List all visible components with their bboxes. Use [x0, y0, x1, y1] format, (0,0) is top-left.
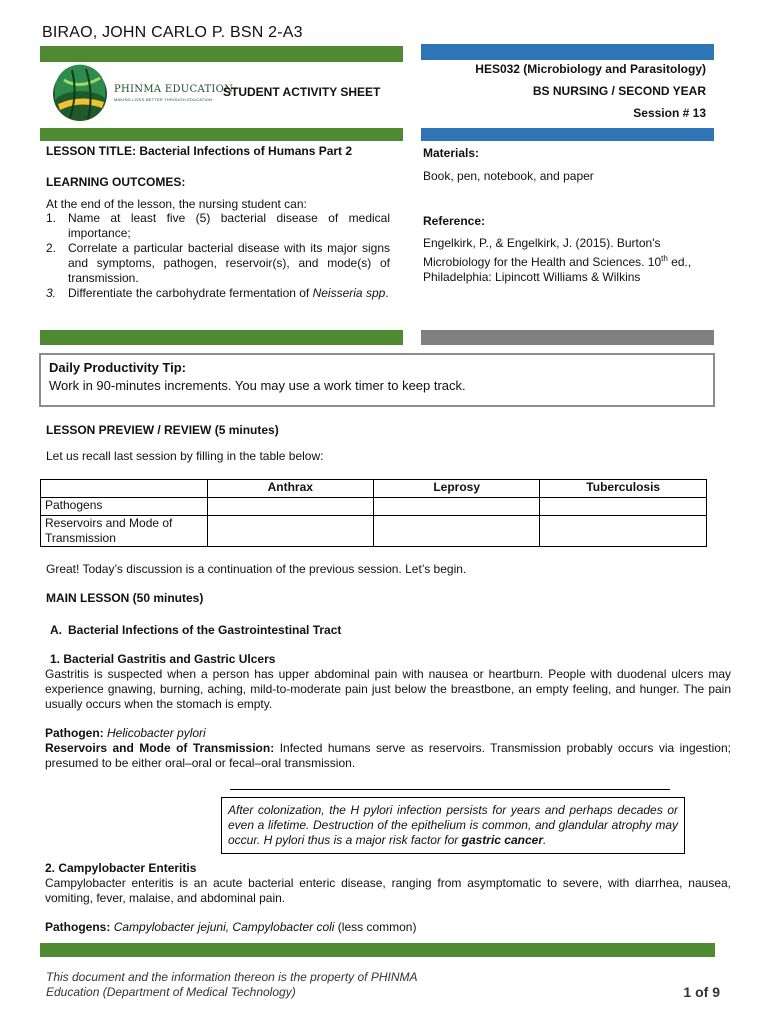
table-cell-input[interactable]	[207, 498, 373, 516]
section-heading: A. Bacterial Infections of the Gastrointestinal Tract	[50, 623, 342, 637]
tip-title: Daily Productivity Tip:	[49, 360, 187, 375]
recall-table	[40, 479, 707, 547]
table-header-cell: Leprosy	[373, 480, 539, 498]
header-bar-right-bottom	[421, 128, 714, 141]
section-bar-right	[421, 330, 714, 345]
campylobacter-pathogens: Pathogens: Campylobacter jejuni, Campylobacter coli (less common)	[45, 920, 417, 934]
header-bar-left-bottom	[40, 128, 403, 141]
session-number: Session # 13	[633, 106, 706, 120]
table-cell-input[interactable]	[373, 516, 539, 547]
globe-icon	[50, 64, 110, 124]
student-name: BIRAO, JOHN CARLO P. BSN 2-A3	[42, 24, 303, 41]
divider-line	[230, 789, 670, 790]
table-header-cell: Tuberculosis	[540, 480, 707, 498]
preview-heading: LESSON PREVIEW / REVIEW (5 minutes)	[46, 423, 279, 437]
logo-name: PHINMA EDUCATION	[114, 84, 234, 95]
hpylori-note-box: After colonization, the H pylori infection persists for years and perhaps decades or even a lifetime. Destruction of the epithelium is common, and glandular atrophy may occur. H pylori thus is a major risk factor for gastric cancer.	[221, 797, 685, 854]
gastritis-title: 1. Bacterial Gastritis and Gastric Ulcers	[50, 652, 276, 666]
materials-heading: Materials:	[423, 146, 480, 160]
header-bar-right-top	[421, 44, 714, 60]
footer-disclaimer: This document and the information thereon is the property of PHINMA Education (Department of Medical Technology)	[46, 970, 418, 999]
footer-bar	[40, 943, 715, 957]
reference-heading: Reference:	[423, 214, 486, 228]
logo-tagline: MAKING LIVES BETTER THROUGH EDUCATION	[114, 97, 213, 102]
table-cell-input[interactable]	[373, 498, 539, 516]
main-lesson-heading: MAIN LESSON (50 minutes)	[46, 591, 204, 605]
outcome-item: 1. Name at least five (5) bacterial disease of medical importance;	[46, 211, 390, 240]
reference-text: Engelkirk, P., & Engelkirk, J. (2015). Burton's Microbiology for the Health and Sciences. 10th ed., Philadelphia: Lipincott Williams & Wilkins	[423, 236, 692, 284]
table-header-row	[41, 480, 707, 498]
tip-text: Work in 90-minutes increments. You may use a work timer to keep track.	[49, 378, 466, 393]
table-cell-input[interactable]	[540, 498, 707, 516]
phinma-logo	[50, 64, 234, 124]
table-row	[41, 516, 707, 547]
table-cell-input[interactable]	[207, 516, 373, 547]
page-number: 1 of 9	[683, 984, 720, 1000]
outcome-item: 3. Differentiate the carbohydrate fermentation of Neisseria spp.	[46, 286, 389, 300]
productivity-tip-box	[39, 353, 715, 407]
table-header-cell: Anthrax	[207, 480, 373, 498]
outcomes-intro: At the end of the lesson, the nursing student can:	[46, 197, 307, 211]
table-cell: Pathogens	[41, 498, 208, 516]
learning-outcomes-heading: LEARNING OUTCOMES:	[46, 175, 186, 189]
outcomes-list	[46, 211, 390, 301]
materials-text: Book, pen, notebook, and paper	[423, 169, 594, 183]
gastritis-text: Gastritis is suspected when a person has upper abdominal pain with nausea or heartburn. People with duodenal ulcers may experience gnawing, burning, aching, mild-to-moderate pain just below the breastbone, an empty feeling, and hunger. The pain usually occurs when the stomach is empty.	[45, 667, 731, 711]
table-header-cell	[41, 480, 208, 498]
gastritis-reservoir: Reservoirs and Mode of Transmission: Infected humans serve as reservoirs. Transmission probably occurs via ingestion; presumed to be either oral–oral or fecal–oral transmission.	[45, 741, 731, 770]
preview-intro: Let us recall last session by filling in the table below:	[46, 449, 324, 463]
section-bar-left	[40, 330, 403, 345]
table-cell-input[interactable]	[540, 516, 707, 547]
outcome-item: 2. Correlate a particular bacterial disease with its major signs and symptoms, pathogen, reservoir(s), and mode(s) of transmission.	[46, 241, 390, 285]
gastritis-pathogen: Pathogen: Helicobacter pylori	[45, 726, 206, 740]
table-cell: Reservoirs and Mode of Transmission	[41, 516, 208, 547]
campylobacter-title: 2. Campylobacter Enteritis	[45, 861, 197, 875]
table-row	[41, 498, 707, 516]
campylobacter-text: Campylobacter enteritis is an acute bacterial enteric disease, ranging from asymptomatic to severe, with diarrhea, nausea, vomiting, fever, malaise, and abdominal pain.	[45, 876, 731, 905]
preview-after: Great! Today’s discussion is a continuation of the previous session. Let’s begin.	[46, 562, 467, 576]
header-bar-left-top	[40, 46, 403, 62]
course-title: HES032 (Microbiology and Parasitology)	[475, 62, 706, 76]
lesson-title: LESSON TITLE: Bacterial Infections of Humans Part 2	[46, 144, 353, 158]
program-year: BS NURSING / SECOND YEAR	[532, 84, 706, 98]
sheet-title: STUDENT ACTIVITY SHEET	[223, 85, 381, 99]
